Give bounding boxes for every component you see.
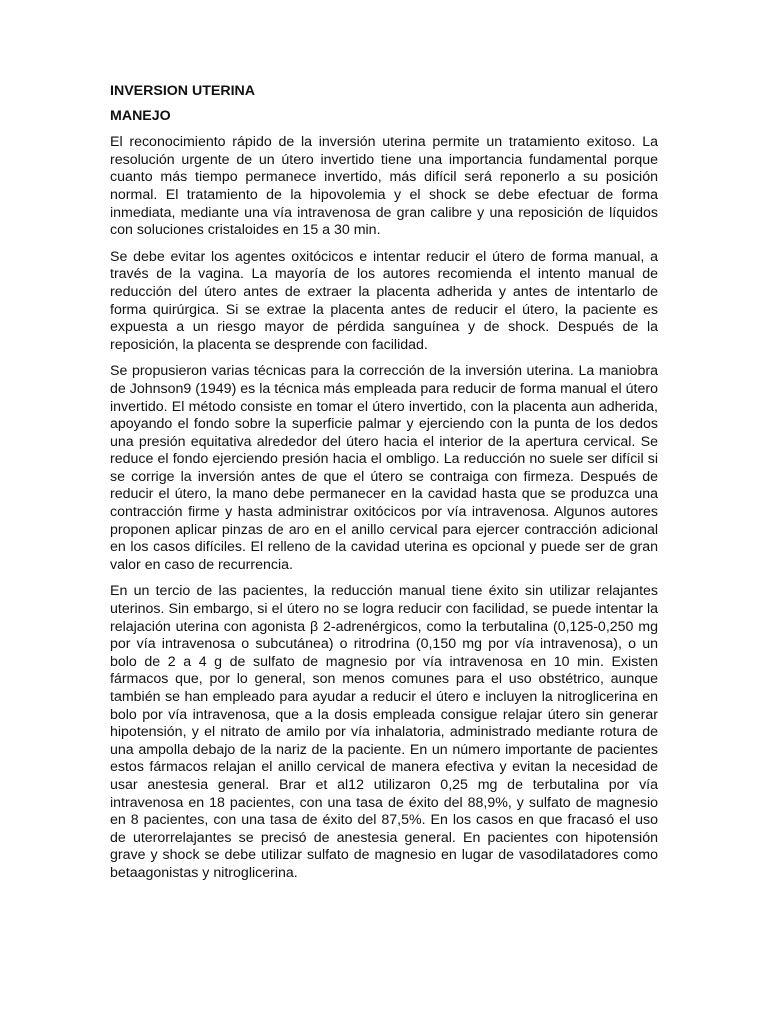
paragraph-3: Se propusieron varias técnicas para la corrección de la inversión uterina. La maniobra de Johnson9 (1949) es la técnica más empleada para reducir de forma manual el útero invertido. El método consiste en tomar el útero invertido, con la placenta aun adherida, apoyando el fondo sobre la superficie palmar y ejerciendo con la punta de los dedos una presión equitativa alrededor del útero hacia el interior de la apertura cervical. Se reduce el fondo ejerciendo presión hacia el ombligo. La reducción no suele ser difícil si se corrige la inversión antes de que el útero se contraiga con firmeza. Después de reducir el útero, la mano debe permanecer en la cavidad hasta que se produzca una contracción firme y hasta administrar oxitócicos por vía intravenosa. Algunos autores proponen aplicar pinzas de aro en el anillo cervical para ejercer contracción adicional en los casos difíciles. El relleno de la cavidad uterina es opcional y puede ser de gran valor en caso de recurrencia.: [110, 363, 658, 573]
paragraph-1: El reconocimiento rápido de la inversión uterina permite un tratamiento exitoso. La resolución urgente de un útero invertido tiene una importancia fundamental porque cuanto más tiempo permanece invertido, más difícil será reponerlo a su posición normal. El tratamiento de la hipovolemia y el shock se debe efectuar de forma inmediata, mediante una vía intravenosa de gran calibre y una reposición de líquidos con soluciones cristaloides en 15 a 30 min.: [110, 134, 658, 239]
paragraph-4: En un tercio de las pacientes, la reducción manual tiene éxito sin utilizar relajantes uterinos. Sin embargo, si el útero no se logra reducir con facilidad, se puede intentar la relajación uterina con agonista β 2-adrenérgicos, como la terbutalina (0,125-0,250 mg por vía intravenosa o subcutánea) o ritrodrina (0,150 mg por vía intravenosa), o un bolo de 2 a 4 g de sulfato de magnesio por vía intravenosa en 10 min. Existen fármacos que, por lo general, son menos comunes para el uso obstétrico, aunque también se han empleado para ayudar a reducir el útero e incluyen la nitroglicerina en bolo por vía intravenosa, que a la dosis empleada consigue relajar útero sin generar hipotensión, y el nitrato de amilo por vía inhalatoria, administrado mediante rotura de una ampolla debajo de la nariz de la paciente. En un número importante de pacientes estos fármacos relajan el anillo cervical de manera efectiva y evitan la necesidad de usar anestesia general. Brar et al12 utilizaron 0,25 mg de terbutalina por vía intravenosa en 18 pacientes, con una tasa de éxito del 88,9%, y sulfato de magnesio en 8 pacientes, con una tasa de éxito del 87,5%. En los casos en que fracasó el uso de uterorrelajantes se precisó de anestesia general. En pacientes con hipotensión grave y shock se debe utilizar sulfato de magnesio en lugar de vasodilatadores como betaagonistas y nitroglicerina.: [110, 583, 658, 881]
document-title: INVERSION UTERINA: [110, 83, 256, 99]
document-page: [110, 83, 658, 892]
section-heading: MANEJO: [110, 107, 171, 124]
paragraph-2: Se debe evitar los agentes oxitócicos e intentar reducir el útero de forma manual, a través de la vagina. La mayoría de los autores recomienda el intento manual de reducción del útero antes de extraer la placenta adherida y antes de intentarlo de forma quirúrgica. Si se extrae la placenta antes de reducir el útero, la paciente es expuesta a un riesgo mayor de pérdida sanguínea y de shock. Después de la reposición, la placenta se desprende con facilidad.: [110, 248, 658, 353]
